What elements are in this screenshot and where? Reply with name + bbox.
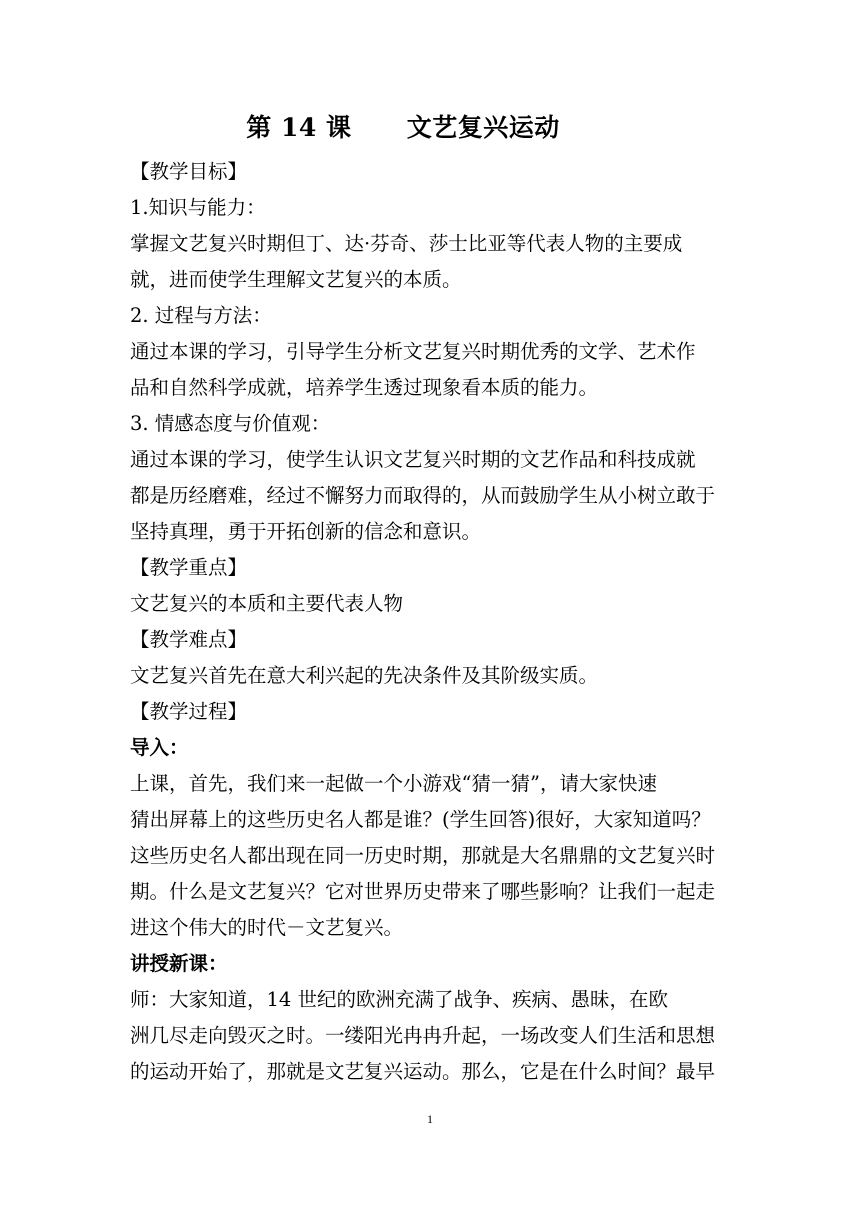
section-heading-key-points: 【教学重点】 bbox=[130, 556, 248, 579]
paragraph-line: 这些历史名人都出现在同一历史时期，那就是大名鼎鼎的文艺复兴时 bbox=[130, 844, 716, 867]
paragraph-line: 文艺复兴的本质和主要代表人物 bbox=[130, 592, 404, 615]
paragraph-line: 进这个伟大的时代－文艺复兴。 bbox=[130, 916, 404, 939]
paragraph-line: 师：大家知道，14 世纪的欧洲充满了战争、疾病、愚昧，在欧 bbox=[130, 988, 669, 1011]
paragraph-line: 期。什么是文艺复兴？它对世界历史带来了哪些影响？让我们一起走 bbox=[130, 880, 716, 903]
paragraph-line: 的运动开始了，那就是文艺复兴运动。那么，它是在什么时间？最早 bbox=[130, 1060, 716, 1083]
subheading-process: 2. 过程与方法： bbox=[130, 304, 272, 327]
page-number: 1 bbox=[427, 1112, 433, 1126]
subheading-new-lesson: 讲授新课： bbox=[130, 952, 228, 975]
paragraph-line: 通过本课的学习，使学生认识文艺复兴时期的文艺作品和科技成就 bbox=[130, 448, 696, 471]
paragraph-line: 品和自然科学成就，培养学生透过现象看本质的能力。 bbox=[130, 376, 599, 399]
paragraph-line: 猜出屏幕上的这些历史名人都是谁？(学生回答)很好，大家知道吗？ bbox=[130, 808, 711, 831]
paragraph-line: 掌握文艺复兴时期但丁、达·芬奇、莎士比亚等代表人物的主要成 bbox=[130, 232, 683, 255]
subheading-knowledge: 1.知识与能力： bbox=[130, 196, 266, 219]
section-heading-objectives: 【教学目标】 bbox=[130, 160, 248, 183]
paragraph-line: 坚持真理，勇于开拓创新的信念和意识。 bbox=[130, 520, 482, 543]
paragraph-line: 洲几尽走向毁灭之时。一缕阳光冉冉升起，一场改变人们生活和思想 bbox=[130, 1024, 716, 1047]
section-heading-process: 【教学过程】 bbox=[130, 700, 248, 723]
lesson-title: 第 14 课 文艺复兴运动 bbox=[246, 113, 560, 142]
subheading-introduction: 导入： bbox=[130, 736, 189, 759]
paragraph-line: 就，进而使学生理解文艺复兴的本质。 bbox=[130, 268, 462, 291]
subheading-emotion: 3. 情感态度与价值观： bbox=[130, 412, 331, 435]
paragraph-line: 文艺复兴首先在意大利兴起的先决条件及其阶级实质。 bbox=[130, 664, 599, 687]
paragraph-line: 上课，首先，我们来一起做一个小游戏“猜一猜”，请大家快速 bbox=[130, 772, 657, 795]
paragraph-line: 都是历经磨难，经过不懈努力而取得的，从而鼓励学生从小树立敢于 bbox=[130, 484, 716, 507]
section-heading-difficulties: 【教学难点】 bbox=[130, 628, 248, 651]
paragraph-line: 通过本课的学习，引导学生分析文艺复兴时期优秀的文学、艺术作 bbox=[130, 340, 696, 363]
